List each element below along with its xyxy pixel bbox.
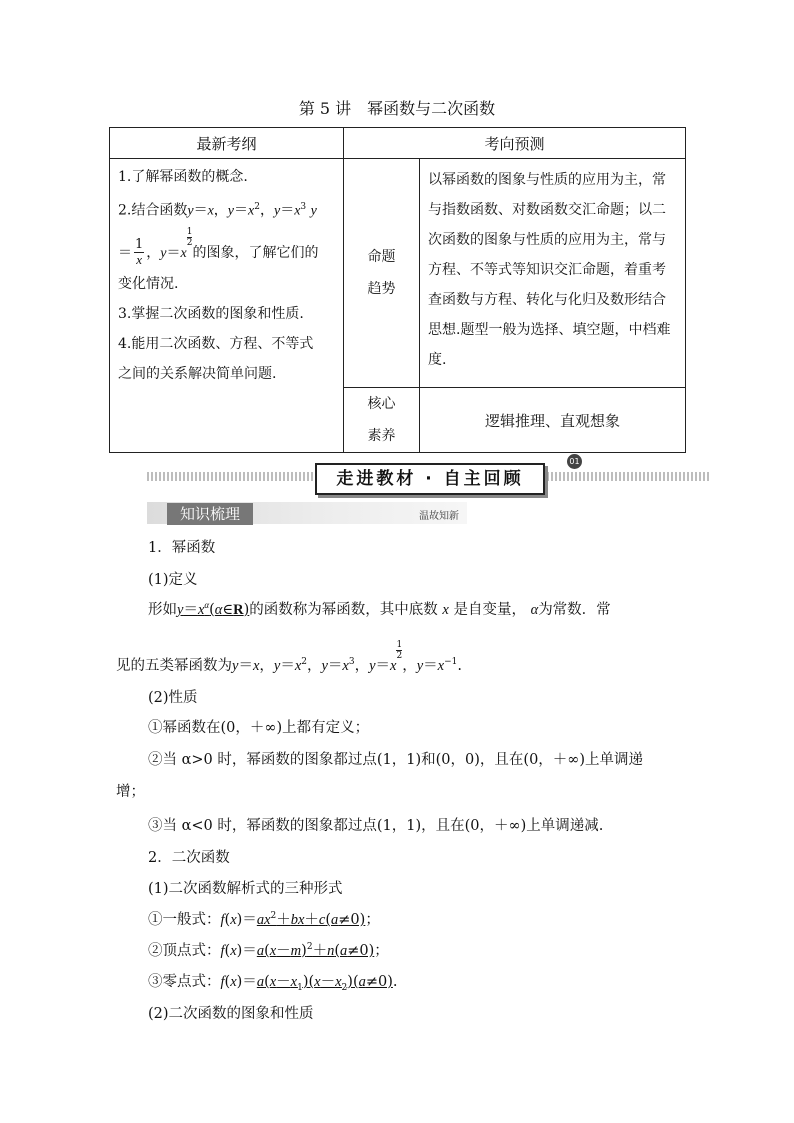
banner-title: 走进教材 · 自主回顾 <box>315 463 545 495</box>
banner-number-badge: 01 <box>567 454 582 469</box>
knowledge-section-label: 知识梳理 <box>167 503 253 525</box>
subheading-forms: (1)二次函数解析式的三种形式 <box>148 881 343 897</box>
syllabus-item-3: 3.掌握二次函数的图象和性质. <box>118 305 304 322</box>
page-title: 第 5 讲 幂函数与二次函数 <box>298 99 496 118</box>
subheading-graph-properties: (2)二次函数的图象和性质 <box>148 1006 314 1022</box>
property-2: ②当 α>0 时，幂函数的图象都过点(1，1)和(0，0)，且在(0，＋∞)上单调递 <box>148 752 644 768</box>
property-3: ③当 α<0 时，幂函数的图象都过点(1，1)，且在(0，＋∞)上单调递减. <box>148 818 604 834</box>
knowledge-section-bar <box>147 502 467 524</box>
trend-text: 以幂函数的图象与性质的应用为主，常与指数函数、对数函数交汇命题；以二次函数的图象与性质的应用为主，常与方程、不等式等知识交汇命题，着重考查函数与方程、转化与化归及数形结合思想.题型一般为选择、填空题，中档难度. <box>420 159 686 388</box>
subheading-properties: (2)性质 <box>148 690 198 706</box>
knowledge-section-sub: 温故知新 <box>419 511 459 522</box>
heading-power-function: 1．幂函数 <box>148 540 216 556</box>
property-2-cont: 增； <box>116 784 145 800</box>
form-vertex: ②顶点式：$f(x)=a(x-m)^2+n(a\ne 0)$； <box>148 942 389 959</box>
col-header-syllabus: 最新考纲 <box>110 128 344 159</box>
subheading-definition: (1)定义 <box>148 572 198 588</box>
outline-table <box>109 127 686 453</box>
syllabus-item-2: 2.结合函数y＝x，$y=x^2$，$y=x^3$ y ＝ $\frac{1}{x}$ ，y＝x $\frac{1}{2}$的图象，了解它们的 变化情况. <box>118 202 319 292</box>
form-general: ①一般式：$f(x)=ax^2+bx+c(a\ne 0)$； <box>148 911 380 928</box>
col-header-forecast: 考向预测 <box>344 128 686 159</box>
syllabus-item-1: 1.了解幂函数的概念. <box>118 169 248 185</box>
definition-line-2: 见的五类幂函数为y＝x，$y=x^2$，$y=x^3$，y＝x $\frac{1}{2}$，$y=x^{-1}$. <box>116 640 462 674</box>
heading-quadratic: 2．二次函数 <box>148 850 230 866</box>
syllabus-cell <box>110 159 344 453</box>
definition-line-1: 形如$y=x^\alpha(\alpha\in R)$的函数称为幂函数，其中底数 x 是自变量， α为常数．常 <box>148 600 611 618</box>
property-1: ①幂函数在(0，＋∞)上都有定义； <box>148 720 370 736</box>
form-zero: ③零点式：$f(x)=a(x-x_1)(x-x_2)(a\ne 0)$. <box>148 974 398 993</box>
trend-label: 命题 趋势 <box>344 159 420 388</box>
section-banner <box>147 457 710 495</box>
literacy-text: 逻辑推理、直观想象 <box>420 388 686 453</box>
literacy-label: 核心 素养 <box>344 388 420 453</box>
syllabus-item-4: 4.能用二次函数、方程、不等式 之间的关系解决简单问题. <box>118 335 314 382</box>
